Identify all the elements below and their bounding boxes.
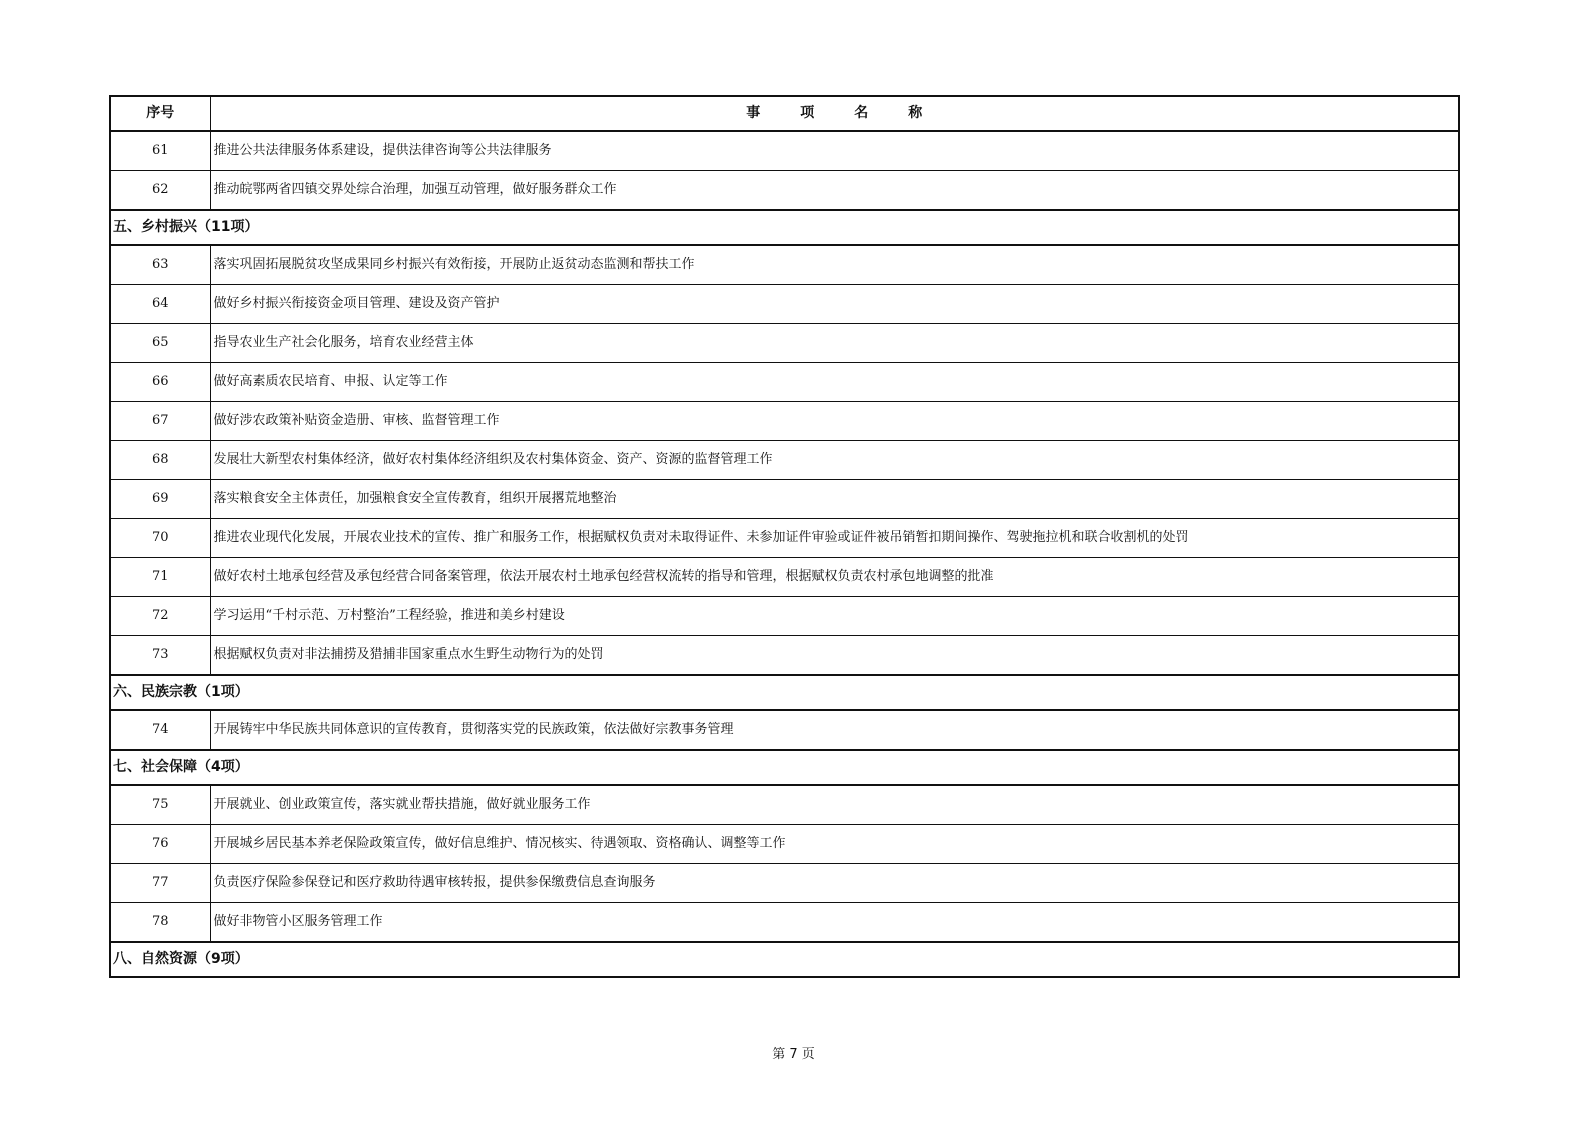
row-text: 做好非物管小区服务管理工作	[210, 903, 1459, 943]
row-number: 73	[110, 636, 210, 676]
row-number: 65	[110, 324, 210, 363]
table-header-row	[110, 96, 1459, 131]
header-name: 事项名称	[210, 96, 1459, 131]
section-row	[110, 210, 1459, 245]
row-number: 64	[110, 285, 210, 324]
table-row	[110, 597, 1459, 636]
row-number: 71	[110, 558, 210, 597]
row-text: 开展铸牢中华民族共同体意识的宣传教育，贯彻落实党的民族政策，依法做好宗教事务管理	[210, 710, 1459, 750]
table-row	[110, 785, 1459, 825]
row-text: 学习运用“千村示范、万村整治”工程经验，推进和美乡村建设	[210, 597, 1459, 636]
items-table	[109, 95, 1460, 978]
row-number: 75	[110, 785, 210, 825]
row-text: 发展壮大新型农村集体经济，做好农村集体经济组织及农村集体资金、资产、资源的监督管理工作	[210, 441, 1459, 480]
row-number: 78	[110, 903, 210, 943]
section-row	[110, 675, 1459, 710]
row-number: 68	[110, 441, 210, 480]
row-number: 77	[110, 864, 210, 903]
table-row	[110, 903, 1459, 943]
section-row	[110, 942, 1459, 977]
section-row	[110, 750, 1459, 785]
row-number: 70	[110, 519, 210, 558]
page-number: 第 7 页	[772, 1047, 815, 1062]
row-number: 74	[110, 710, 210, 750]
table-row	[110, 363, 1459, 402]
table-row	[110, 864, 1459, 903]
row-text: 落实巩固拓展脱贫攻坚成果同乡村振兴有效衔接，开展防止返贫动态监测和帮扶工作	[210, 245, 1459, 285]
table-row	[110, 402, 1459, 441]
row-text: 负责医疗保险参保登记和医疗救助待遇审核转报，提供参保缴费信息查询服务	[210, 864, 1459, 903]
row-text: 指导农业生产社会化服务，培育农业经营主体	[210, 324, 1459, 363]
table-row	[110, 558, 1459, 597]
row-text: 推动皖鄂两省四镇交界处综合治理，加强互动管理，做好服务群众工作	[210, 171, 1459, 211]
row-text: 做好农村土地承包经营及承包经营合同备案管理，依法开展农村土地承包经营权流转的指导和管理，根据赋权负责农村承包地调整的批准	[210, 558, 1459, 597]
header-number: 序号	[110, 96, 210, 131]
row-number: 61	[110, 131, 210, 171]
table-body	[110, 131, 1459, 977]
row-number: 63	[110, 245, 210, 285]
table-row	[110, 324, 1459, 363]
table-row	[110, 131, 1459, 171]
row-number: 76	[110, 825, 210, 864]
row-text: 开展城乡居民基本养老保险政策宣传，做好信息维护、情况核实、待遇领取、资格确认、调整等工作	[210, 825, 1459, 864]
row-text: 做好乡村振兴衔接资金项目管理、建设及资产管护	[210, 285, 1459, 324]
section-title: 五、乡村振兴（11项）	[110, 210, 1459, 245]
row-number: 69	[110, 480, 210, 519]
row-number: 62	[110, 171, 210, 211]
table-row	[110, 825, 1459, 864]
table-row	[110, 441, 1459, 480]
row-text: 开展就业、创业政策宣传，落实就业帮扶措施，做好就业服务工作	[210, 785, 1459, 825]
table-row	[110, 285, 1459, 324]
table-row	[110, 245, 1459, 285]
table-row	[110, 710, 1459, 750]
row-text: 推进公共法律服务体系建设，提供法律咨询等公共法律服务	[210, 131, 1459, 171]
table-row	[110, 519, 1459, 558]
row-text: 推进农业现代化发展，开展农业技术的宣传、推广和服务工作，根据赋权负责对未取得证件、未参加证件审验或证件被吊销暂扣期间操作、驾驶拖拉机和联合收割机的处罚	[210, 519, 1459, 558]
row-text: 落实粮食安全主体责任，加强粮食安全宣传教育，组织开展撂荒地整治	[210, 480, 1459, 519]
section-title: 六、民族宗教（1项）	[110, 675, 1459, 710]
section-title: 八、自然资源（9项）	[110, 942, 1459, 977]
row-number: 72	[110, 597, 210, 636]
table-row	[110, 636, 1459, 676]
row-number: 66	[110, 363, 210, 402]
table-row	[110, 171, 1459, 211]
section-title: 七、社会保障（4项）	[110, 750, 1459, 785]
row-number: 67	[110, 402, 210, 441]
row-text: 根据赋权负责对非法捕捞及猎捕非国家重点水生野生动物行为的处罚	[210, 636, 1459, 676]
table-row	[110, 480, 1459, 519]
row-text: 做好涉农政策补贴资金造册、审核、监督管理工作	[210, 402, 1459, 441]
row-text: 做好高素质农民培育、申报、认定等工作	[210, 363, 1459, 402]
